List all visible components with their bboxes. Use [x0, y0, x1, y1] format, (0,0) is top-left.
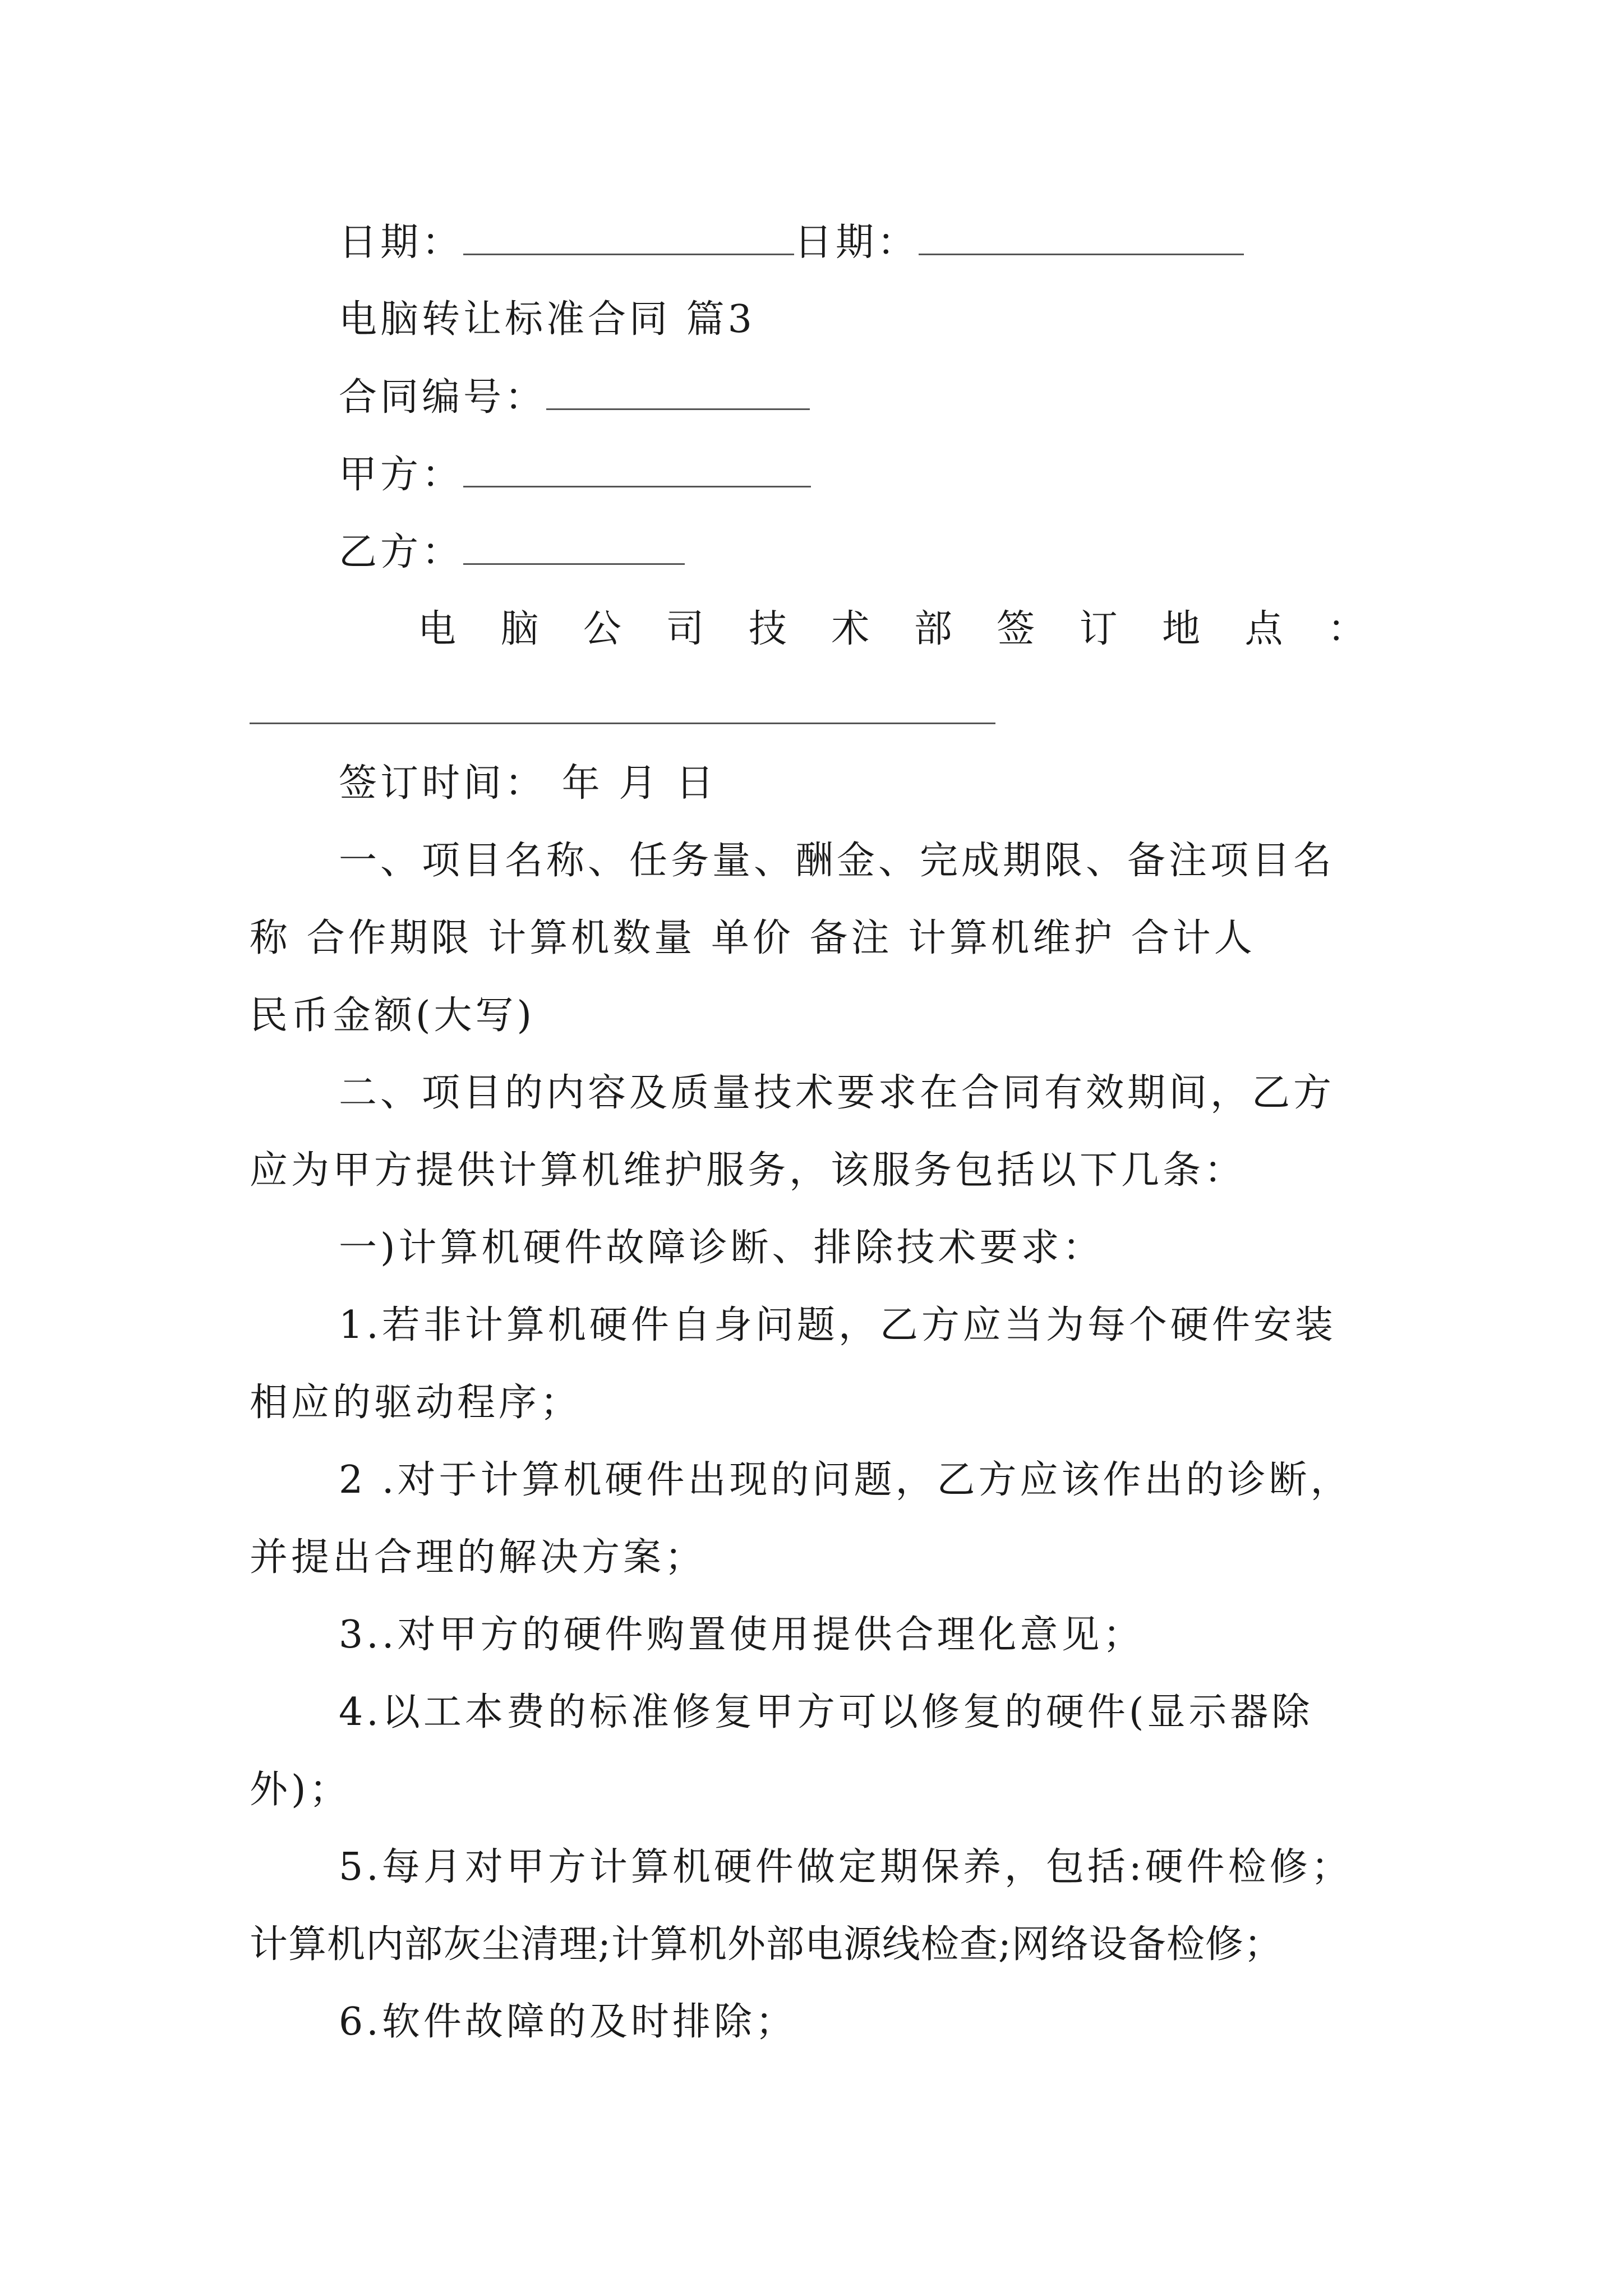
item-5-line-2: 计算机内部灰尘清理;计算机外部电源线检查;网络设备检修； — [250, 1922, 1283, 1967]
location-char: 签 — [997, 607, 1035, 651]
item-5-line-1: 5.每月对甲方计算机硬件做定期保养，包括:硬件检修； — [339, 1845, 1353, 1889]
paragraph-1-line-2: 称 合作期限 计算机数量 单价 备注 计算机维护 合计人 — [250, 916, 1256, 960]
date-label-1: 日期： — [339, 220, 464, 265]
location-char: 地 — [1162, 607, 1201, 651]
item-6: 6.软件故障的及时排除； — [339, 2000, 797, 2044]
location-char: 脑 — [500, 607, 539, 651]
section-title: 电脑转让标准合同 篇3 — [339, 297, 755, 342]
contract-number-blank — [546, 375, 810, 410]
item-1-line-1: 1.若非计算机硬件自身问题，乙方应当为每个硬件安装 — [339, 1303, 1336, 1347]
paragraph-1-line-3: 民币金额(大写) — [250, 993, 536, 1038]
location-char: ： — [1327, 607, 1366, 651]
party-b-line — [339, 530, 685, 575]
location-char: 点 — [1244, 607, 1283, 651]
item-2-line-2: 并提出合理的解决方案； — [250, 1535, 707, 1580]
location-char: 司 — [666, 607, 704, 651]
date-line — [339, 220, 1244, 265]
party-a-line — [339, 452, 811, 498]
party-b-label: 乙方： — [339, 530, 464, 574]
contract-number-line — [339, 375, 810, 420]
date-blank-1 — [463, 220, 794, 255]
date-blank-2 — [919, 220, 1244, 255]
paragraph-1-line-1: 一、项目名称、任务量、酬金、完成期限、备注项目名 — [339, 839, 1335, 883]
party-a-label: 甲方： — [339, 453, 464, 497]
paragraph-3: 一)计算机硬件故障诊断、排除技术要求： — [339, 1226, 1104, 1270]
paragraph-2-line-2: 应为甲方提供计算机维护服务，该服务包括以下几条： — [250, 1148, 1246, 1193]
item-2-line-1: 2 .对于计算机硬件出现的问题，乙方应该作出的诊断， — [339, 1458, 1352, 1502]
location-line — [418, 607, 1366, 652]
location-char: 部 — [914, 607, 952, 651]
item-3: 3..对甲方的硬件购置使用提供合理化意见； — [339, 1613, 1145, 1657]
party-b-blank — [463, 530, 685, 565]
location-char: 技 — [748, 607, 787, 651]
date-label-2: 日期： — [794, 220, 919, 265]
party-a-blank — [463, 452, 811, 487]
location-char: 公 — [583, 607, 621, 651]
paragraph-2-line-1: 二、项目的内容及质量技术要求在合同有效期间，乙方 — [339, 1071, 1335, 1115]
item-4-line-2: 外)； — [250, 1768, 351, 1812]
sign-time-line: 签订时间： 年 月 日 — [339, 761, 717, 806]
item-1-line-2: 相应的驱动程序； — [250, 1381, 582, 1425]
item-4-line-1: 4.以工本费的标准修复甲方可以修复的硬件(显示器除 — [339, 1690, 1313, 1734]
location-char: 术 — [831, 607, 870, 651]
location-char: 电 — [418, 607, 457, 651]
location-char: 订 — [1079, 607, 1118, 651]
location-blank — [250, 723, 995, 724]
contract-number-label: 合同编号： — [339, 375, 547, 420]
